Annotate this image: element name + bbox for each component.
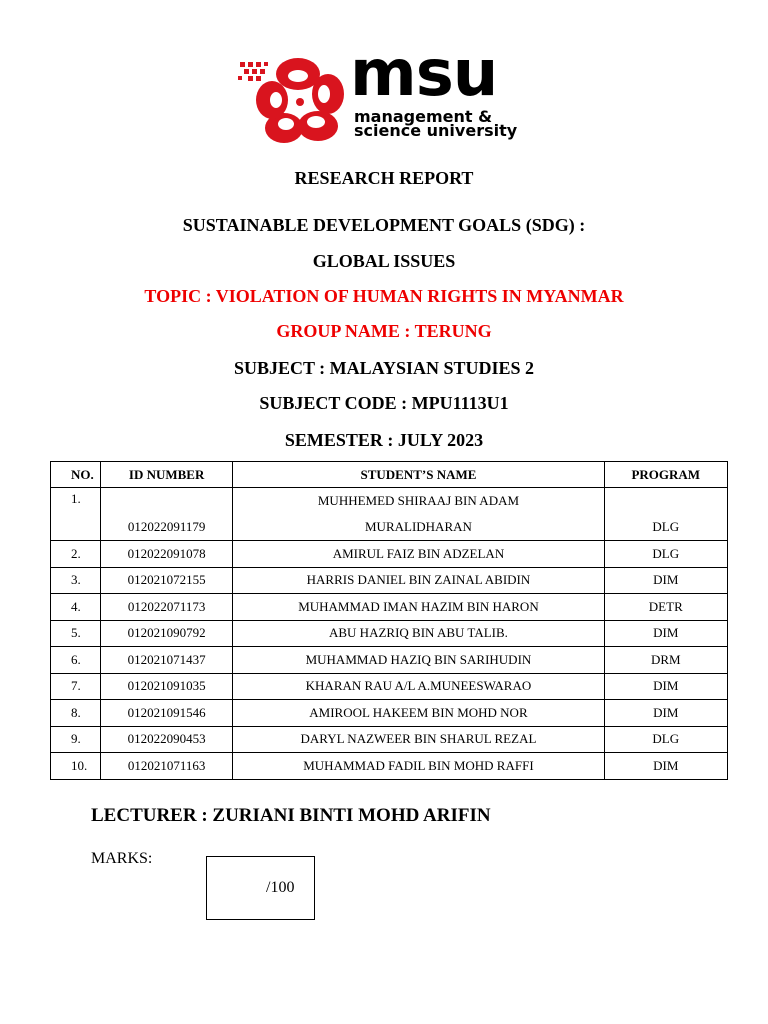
cell-program: DLG xyxy=(604,488,727,541)
cell-no: 7. xyxy=(51,673,101,700)
cell-name: MUHAMMAD IMAN HAZIM BIN HARON xyxy=(233,594,604,621)
cell-no: 2. xyxy=(51,541,101,568)
cell-id: 012022091179 xyxy=(100,488,232,541)
cell-name: MUHAMMAD FADIL BIN MOHD RAFFI xyxy=(233,753,604,780)
report-title: RESEARCH REPORT xyxy=(294,168,474,188)
cell-program: DIM xyxy=(604,567,727,594)
cell-name-line1: MUHHEMED SHIRAAJ BIN ADAM xyxy=(317,493,520,508)
table-row xyxy=(51,673,728,700)
cell-id: 012022090453 xyxy=(100,726,232,753)
table-row xyxy=(51,620,728,647)
cell-program: DIM xyxy=(604,673,727,700)
cell-id: 012021091546 xyxy=(100,700,232,727)
header-program: PROGRAM xyxy=(604,462,727,488)
cell-program: DLG xyxy=(604,541,727,568)
cell-name: ABU HAZRIQ BIN ABU TALIB. xyxy=(233,620,604,647)
topic-line: TOPIC : VIOLATION OF HUMAN RIGHTS IN MYANMAR xyxy=(144,286,624,306)
cell-name: HARRIS DANIEL BIN ZAINAL ABIDIN xyxy=(233,567,604,594)
subject-line: SUBJECT : MALAYSIAN STUDIES 2 xyxy=(233,358,535,378)
marks-label: MARKS: xyxy=(91,850,153,867)
cell-name: AMIRUL FAIZ BIN ADZELAN xyxy=(233,541,604,568)
table-row xyxy=(51,647,728,674)
subject-code-line: SUBJECT CODE : MPU1113U1 xyxy=(259,393,509,413)
cell-id: 012021071437 xyxy=(100,647,232,674)
cell-id: 012021072155 xyxy=(100,567,232,594)
cell-id: 012021091035 xyxy=(100,673,232,700)
group-name-line: GROUP NAME : TERUNG xyxy=(276,321,492,341)
cell-program: DIM xyxy=(604,700,727,727)
marks-box xyxy=(206,856,315,920)
table-header-row xyxy=(51,462,728,488)
table-row xyxy=(51,567,728,594)
msu-wordmark: msu xyxy=(350,37,498,111)
cell-no: 9. xyxy=(51,726,101,753)
msu-tagline xyxy=(354,107,518,140)
cell-no: 3. xyxy=(51,567,101,594)
cell-no: 8. xyxy=(51,700,101,727)
header-id-number: ID NUMBER xyxy=(100,462,232,488)
cell-id: 012021071163 xyxy=(100,753,232,780)
cell-no: 10. xyxy=(51,753,101,780)
table-row xyxy=(51,700,728,727)
cell-program: DIM xyxy=(604,753,727,780)
cell-no: 6. xyxy=(51,647,101,674)
theme-line-1: SUSTAINABLE DEVELOPMENT GOALS (SDG) : xyxy=(182,215,586,235)
cell-program: DRM xyxy=(604,647,727,674)
table-row xyxy=(51,488,728,541)
cell-name: AMIROOL HAKEEM BIN MOHD NOR xyxy=(233,700,604,727)
cell-name: MUHAMMAD HAZIQ BIN SARIHUDIN xyxy=(233,647,604,674)
cell-id: 012022091078 xyxy=(100,541,232,568)
msu-logo xyxy=(236,37,546,146)
cell-program: DIM xyxy=(604,620,727,647)
cell-name: KHARAN RAU A/L A.MUNEESWARAO xyxy=(233,673,604,700)
cell-program: DLG xyxy=(604,726,727,753)
table-row xyxy=(51,594,728,621)
cell-no: 4. xyxy=(51,594,101,621)
student-table xyxy=(50,461,728,780)
hibiscus-flower-icon xyxy=(236,56,348,146)
cell-no: 5. xyxy=(51,620,101,647)
table-row xyxy=(51,753,728,780)
cell-program: DETR xyxy=(604,594,727,621)
table-row xyxy=(51,541,728,568)
msu-tagline-line2: science university xyxy=(354,121,518,140)
semester-line: SEMESTER : JULY 2023 xyxy=(284,430,484,450)
lecturer-line: LECTURER : ZURIANI BINTI MOHD ARIFIN xyxy=(91,805,491,826)
header-no: NO. xyxy=(51,462,101,488)
header-student-name: STUDENT’S NAME xyxy=(233,462,604,488)
cell-no: 1. xyxy=(51,488,101,541)
cell-id: 012022071173 xyxy=(100,594,232,621)
msu-tagline-line1: management & xyxy=(354,107,493,126)
theme-line-2: GLOBAL ISSUES xyxy=(312,251,456,271)
cell-name-line2: MURALIDHARAN xyxy=(365,519,472,534)
table-row xyxy=(51,726,728,753)
cell-id: 012021090792 xyxy=(100,620,232,647)
cell-name: DARYL NAZWEER BIN SHARUL REZAL xyxy=(233,726,604,753)
marks-value: /100 xyxy=(266,879,295,896)
cell-name xyxy=(233,488,604,541)
